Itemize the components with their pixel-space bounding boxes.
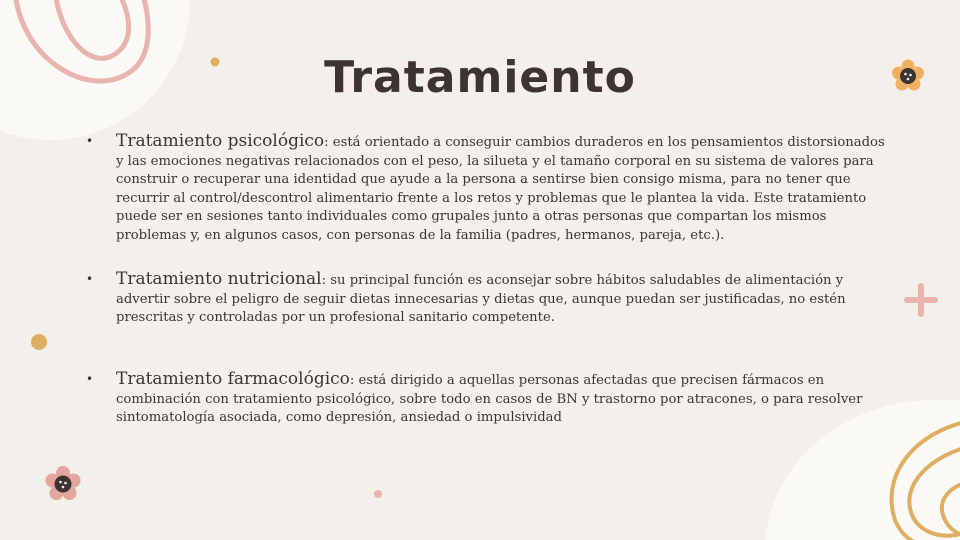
swirl-bottom-right: [892, 420, 960, 540]
bullet-text: [116, 370, 894, 428]
plus-icon: [907, 286, 935, 314]
item-heading: Tratamiento nutricional: [116, 269, 322, 289]
bullet-item-psicologico: [86, 132, 894, 245]
item-body: : está dirigido a aquellas personas afectadas que precisen fármacos en combinación con tratamiento psicológico, sobre todo en casos de BN y trastorno por atracones, o para resolver sintomatología asociada, como depresión, ansiedad o impulsividad: [116, 373, 863, 425]
bullet-item-farmacologico: [86, 370, 894, 428]
bullet-text: [116, 132, 894, 245]
bullet-marker: •: [86, 134, 94, 148]
item-body: : está orientado a conseguir cambios duraderos en los pensamientos distorsionados y las emociones negativas relacionados con el peso, la silueta y el tamaño corporal en su sistema de valores para construir o recuperar una identidad que ayude a la persona a sentirse bien consigo misma, para no tener que recurrir al control/descontrol alimentario frente a los retos y problemas que le plantea la vida. Este tratamiento puede ser en sesiones tanto individuales como grupales junto a otras personas que compartan los mismos problemas y, en algunos casos, con personas de la familia (padres, hermanos, pareja, etc.).: [116, 135, 885, 243]
item-heading: Tratamiento psicológico: [116, 131, 325, 151]
dot-pink-small: [374, 490, 382, 498]
bullet-text: [116, 270, 894, 328]
dot-gold-large: [31, 334, 47, 350]
bullet-marker: •: [86, 372, 94, 386]
item-heading: Tratamiento farmacológico: [116, 369, 350, 389]
slide-title: Tratamiento: [324, 52, 636, 103]
bullet-item-nutricional: [86, 270, 894, 328]
flower-icon-bottom-left: [46, 466, 81, 500]
bullet-marker: •: [86, 272, 94, 286]
item-body: : su principal función es aconsejar sobre hábitos saludables de alimentación y advertir sobre el peligro de seguir dietas innecesarias y dietas que, aunque puedan ser justificadas, no estén prescritas y controladas por un profesional sanitario competente.: [116, 273, 846, 325]
